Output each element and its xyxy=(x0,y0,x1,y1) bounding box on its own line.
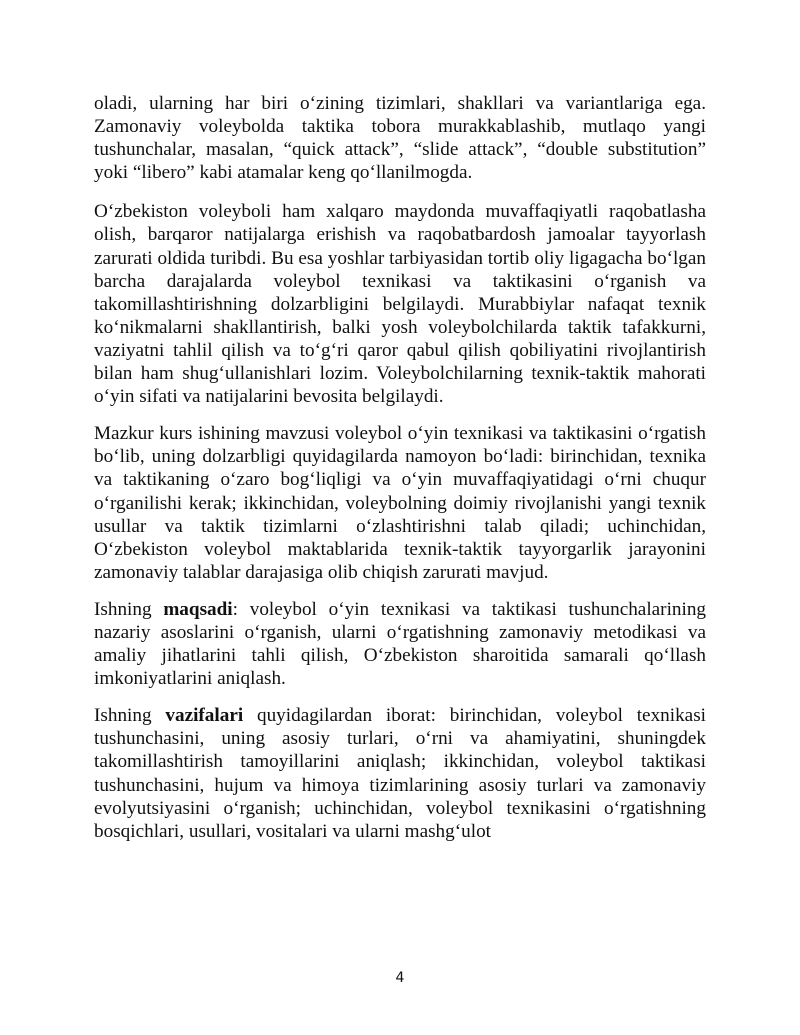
paragraph-maqsadi xyxy=(94,598,706,690)
paragraph-2: O‘zbekiston voleyboli ham xalqaro maydonda muvaffaqiyatli raqobatlasha olish, barqaror natijalarga erishish va raqobatbardosh jamoalar tayyorlash zarurati oldida turibdi. Bu esa yoshlar tarbiyasidan tortib oliy ligagacha bo‘lgan barcha darajalarda voleybol texnikasi va taktikasini o‘rganish va takomillashtirishning dolzarbligini belgilaydi. Murabbiylar nafaqat texnik ko‘nikmalarni shakllantirish, balki yosh voleybolchilarda taktik tafakkurni, vaziyatni tahlil qilish va to‘g‘ri qaror qabul qilish qobiliyatini rivojlantirish bilan ham shug‘ullanishlari lozim. Voleybolchilarning texnik-taktik mahorati o‘yin sifati va natijalarini bevosita belgilaydi. xyxy=(94,201,706,408)
bold-term-maqsadi: maqsadi xyxy=(163,598,233,620)
bold-term-vazifalari: vazifalari xyxy=(165,705,244,727)
paragraph-1: oladi, ularning har biri o‘zining tizimlari, shakllari va variantlariga ega. Zamonaviy voleybolda taktika tobora murakkablashib, mutlaqo yangi tushunchalar, masalan, “quick attack”, “slide attack”, “double substitution” yoki “libero” kabi atamalar keng qo‘llanilmogda. xyxy=(94,93,706,184)
page-number: 4 xyxy=(395,970,405,986)
paragraph-lead-text: Ishning xyxy=(94,705,166,727)
paragraph-body-text: quyidagilardan iborat: birinchidan, voleybol texnikasi tushunchasini, uning asosiy turlari, o‘rni va ahamiyatini, shuningdek takomillashtirish tamoyillarini aniqlash; ikkinchidan, voleybol taktikasi tushunchasini, hujum va himoya tizimlarining asosiy turlari va zamonaviy evolyutsiyasini o‘rganish; uchinchidan, voleybol texnikasini o‘rgatishning bosqichlari, usullari, vositalari va ularni mashg‘ulot xyxy=(94,705,706,842)
paragraph-vazifalari xyxy=(94,704,706,843)
paragraph-3: Mazkur kurs ishining mavzusi voleybol o‘yin texnikasi va taktikasini o‘rgatish bo‘lib, uning dolzarbligi quyidagilarda namoyon bo‘ladi: birinchidan, texnika va taktikaning o‘zaro bog‘liqligi va o‘yin muvaffaqiyatidagi o‘rni chuqur o‘rganilishi kerak; ikkinchidan, voleybolning doimiy rivojlanishi yangi texnik usullar va taktik tizimlarni o‘zlashtirishni talab qiladi; uchinchidan, O‘zbekiston voleybol maktablarida texnik-taktik tayyorgarlik jarayonini zamonaviy talablar darajasiga olib chiqish zarurati mavjud. xyxy=(94,423,706,583)
paragraph-lead-text: Ishning xyxy=(94,598,164,620)
paragraph-body-text: : voleybol o‘yin texnikasi va taktikasi tushunchalarining nazariy asoslarini o‘rganish, ularni o‘rgatishning zamonaviy metodikasi va amaliy jihatlarini tahli qilish, O‘zbekiston sharoitida samarali qo‘llash imkoniyatlarini aniqlash. xyxy=(94,598,707,690)
page-body xyxy=(94,92,706,857)
